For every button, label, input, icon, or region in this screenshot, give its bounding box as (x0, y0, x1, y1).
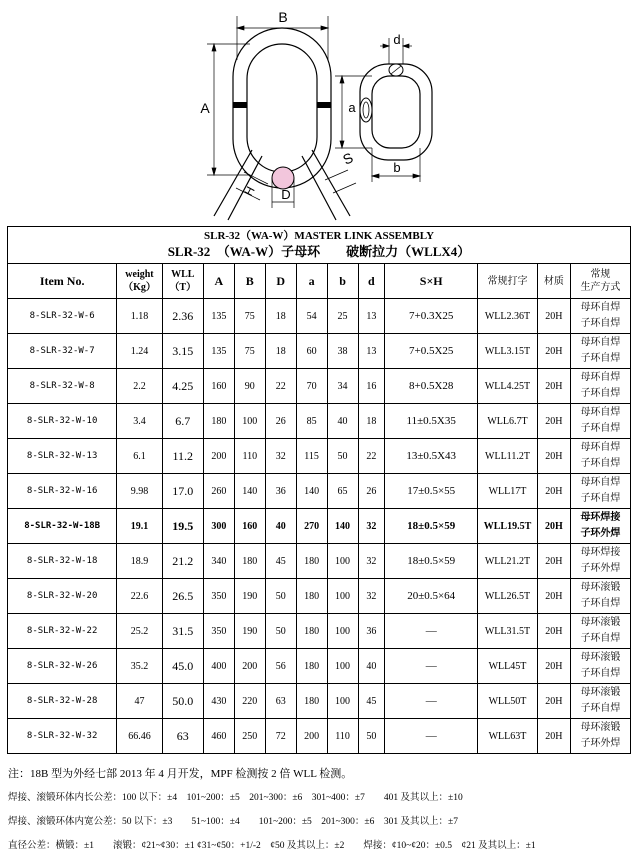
cell-b: 180 (234, 544, 265, 579)
cell-a: 70 (296, 369, 327, 404)
cell-weight: 6.1 (117, 439, 162, 474)
cell-d: 32 (358, 544, 385, 579)
cell-weight: 47 (117, 684, 162, 719)
cell-material: 20H (537, 439, 570, 474)
cell-b: 190 (234, 579, 265, 614)
header-weight: weight （Kg） (117, 264, 162, 299)
cell-sxh: — (385, 614, 478, 649)
cell-a: 340 (203, 544, 234, 579)
cell-wll: 45.0 (162, 649, 203, 684)
cell-method: 母环焊接 子环外焊 (570, 544, 630, 579)
cell-d: 45 (358, 684, 385, 719)
cell-a: 180 (203, 404, 234, 439)
cell-d: 56 (265, 649, 296, 684)
table-row (8, 684, 631, 719)
cell-wll: 6.7 (162, 404, 203, 439)
cell-item: 8-SLR-32-W-16 (8, 474, 117, 509)
label-a-small: a (348, 100, 356, 115)
cell-b: 90 (234, 369, 265, 404)
label-a-upper: A (200, 100, 210, 116)
weld-mark-left (233, 102, 247, 108)
cell-sxh: 18±0.5×59 (385, 509, 478, 544)
cell-d: 50 (358, 719, 385, 754)
cell-item: 8-SLR-32-W-8 (8, 369, 117, 404)
cell-item: 8-SLR-32-W-28 (8, 684, 117, 719)
cell-b: 34 (327, 369, 358, 404)
cell-method: 母环滚锻 子环自焊 (570, 579, 630, 614)
notes (8, 762, 632, 858)
cell-marking: WLL3.15T (478, 334, 538, 369)
cell-b: 100 (327, 544, 358, 579)
cell-weight: 19.1 (117, 509, 162, 544)
header-a-upper: A (203, 264, 234, 299)
cell-item: 8-SLR-32-W-7 (8, 334, 117, 369)
cell-wll: 21.2 (162, 544, 203, 579)
cell-weight: 35.2 (117, 649, 162, 684)
cell-method: 母环自焊 子环自焊 (570, 474, 630, 509)
header-b-lower: b (327, 264, 358, 299)
cell-sxh: 20±0.5×64 (385, 579, 478, 614)
cell-wll: 50.0 (162, 684, 203, 719)
table-row (8, 509, 631, 544)
cell-weight: 1.24 (117, 334, 162, 369)
cell-wll: 26.5 (162, 579, 203, 614)
cell-b: 75 (234, 334, 265, 369)
cell-a: 160 (203, 369, 234, 404)
cell-d: 26 (358, 474, 385, 509)
cell-d: 63 (265, 684, 296, 719)
cell-weight: 9.98 (117, 474, 162, 509)
cell-marking: WLL63T (478, 719, 538, 754)
cell-d: 16 (358, 369, 385, 404)
cell-method: 母环自焊 子环自焊 (570, 299, 630, 334)
cell-d: 18 (265, 334, 296, 369)
header-d-upper: D (265, 264, 296, 299)
cell-marking: WLL31.5T (478, 614, 538, 649)
cell-d: 18 (265, 299, 296, 334)
cell-method: 母环滚锻 子环自焊 (570, 649, 630, 684)
cell-d: 26 (265, 404, 296, 439)
cell-sxh: 7+0.5X25 (385, 334, 478, 369)
cell-wll: 63 (162, 719, 203, 754)
cell-marking: WLL4.25T (478, 369, 538, 404)
cell-a: 180 (296, 579, 327, 614)
cell-sxh: 8+0.5X28 (385, 369, 478, 404)
cell-item: 8-SLR-32-W-18 (8, 544, 117, 579)
spec-table (7, 226, 631, 754)
cell-item: 8-SLR-32-W-26 (8, 649, 117, 684)
cell-a: 180 (296, 684, 327, 719)
cell-b: 160 (234, 509, 265, 544)
cell-weight: 22.6 (117, 579, 162, 614)
cell-a: 180 (296, 649, 327, 684)
cell-d: 50 (265, 579, 296, 614)
header-b-upper: B (234, 264, 265, 299)
table-row (8, 649, 631, 684)
cell-d: 32 (358, 509, 385, 544)
cell-a: 180 (296, 614, 327, 649)
cell-a: 140 (296, 474, 327, 509)
cell-b: 100 (234, 404, 265, 439)
cell-sxh: — (385, 719, 478, 754)
cell-method: 母环滚锻 子环外焊 (570, 719, 630, 754)
cell-weight: 66.46 (117, 719, 162, 754)
header-material: 材质 (537, 264, 570, 299)
cell-a: 350 (203, 614, 234, 649)
cell-item: 8-SLR-32-W-6 (8, 299, 117, 334)
cell-marking: WLL17T (478, 474, 538, 509)
header-d-lower: d (358, 264, 385, 299)
cell-a: 300 (203, 509, 234, 544)
cell-sxh: 11±0.5X35 (385, 404, 478, 439)
cell-b: 190 (234, 614, 265, 649)
table-row (8, 614, 631, 649)
cell-d: 13 (358, 299, 385, 334)
table-row (8, 439, 631, 474)
cell-a: 115 (296, 439, 327, 474)
label-b-small: b (393, 160, 401, 175)
cell-d: 72 (265, 719, 296, 754)
cell-wll: 3.15 (162, 334, 203, 369)
table-body (8, 299, 631, 754)
cell-marking: WLL45T (478, 649, 538, 684)
table-title-row (8, 227, 631, 264)
cell-method: 母环自焊 子环自焊 (570, 404, 630, 439)
table-row (8, 299, 631, 334)
cell-a: 460 (203, 719, 234, 754)
cell-marking: WLL6.7T (478, 404, 538, 439)
cell-sxh: 13±0.5X43 (385, 439, 478, 474)
table-row (8, 404, 631, 439)
cell-b: 220 (234, 684, 265, 719)
label-s: S (340, 149, 356, 168)
cell-wll: 17.0 (162, 474, 203, 509)
cell-b: 110 (327, 719, 358, 754)
cell-marking: WLL19.5T (478, 509, 538, 544)
cell-sxh: — (385, 684, 478, 719)
cell-d: 13 (358, 334, 385, 369)
cell-b: 100 (327, 579, 358, 614)
cell-weight: 18.9 (117, 544, 162, 579)
cell-d: 22 (265, 369, 296, 404)
cell-item: 8-SLR-32-W-22 (8, 614, 117, 649)
label-b-upper: B (278, 9, 288, 25)
cell-a: 200 (203, 439, 234, 474)
cell-d: 32 (358, 579, 385, 614)
table-row (8, 719, 631, 754)
cell-b: 65 (327, 474, 358, 509)
header-method: 常规 生产方式 (570, 264, 630, 299)
cross-section-circle (272, 167, 294, 189)
cell-method: 母环自焊 子环自焊 (570, 334, 630, 369)
cell-sxh: 17±0.5×55 (385, 474, 478, 509)
cell-method: 母环滚锻 子环自焊 (570, 684, 630, 719)
master-link-inner (247, 44, 317, 172)
cell-method: 母环焊接 子环外焊 (570, 509, 630, 544)
cell-material: 20H (537, 369, 570, 404)
cell-wll: 4.25 (162, 369, 203, 404)
table-title (8, 227, 631, 264)
cell-sxh: 18±0.5×59 (385, 544, 478, 579)
cell-method: 母环自焊 子环自焊 (570, 369, 630, 404)
cell-b: 75 (234, 299, 265, 334)
cell-b: 200 (234, 649, 265, 684)
cell-sxh: — (385, 649, 478, 684)
cell-wll: 11.2 (162, 439, 203, 474)
cell-b: 25 (327, 299, 358, 334)
cell-wll: 19.5 (162, 509, 203, 544)
cell-material: 20H (537, 544, 570, 579)
cell-method: 母环自焊 子环自焊 (570, 439, 630, 474)
cell-d: 45 (265, 544, 296, 579)
cell-marking: WLL26.5T (478, 579, 538, 614)
cell-b: 140 (234, 474, 265, 509)
cell-a: 260 (203, 474, 234, 509)
note-line-2: 焊接、滚锻环体内长公差：100 以下：±4 101~200：±5 201~300：±6 301~400：±7 401 及其以上：±10 (8, 793, 463, 803)
cell-b: 50 (327, 439, 358, 474)
cell-a: 350 (203, 579, 234, 614)
cell-a: 54 (296, 299, 327, 334)
dimension-a-left (207, 44, 250, 175)
cell-material: 20H (537, 334, 570, 369)
cell-material: 20H (537, 474, 570, 509)
master-link-drawing (0, 0, 638, 226)
note-line-4: 直径公差：横锻：±1 滚锻：¢21~¢30：±1 ¢31~¢50：+1/-2 ¢50 及其以上：±2 焊接：¢10~¢20：±0.5 ¢21 及其以上：±1 (8, 841, 536, 851)
header-sxh: S×H (385, 264, 478, 299)
cell-material: 20H (537, 719, 570, 754)
cell-weight: 25.2 (117, 614, 162, 649)
cell-b: 140 (327, 509, 358, 544)
cell-d: 36 (265, 474, 296, 509)
cell-marking: WLL11.2T (478, 439, 538, 474)
sub-link-inner (372, 76, 420, 148)
cell-marking: WLL50T (478, 684, 538, 719)
cell-marking: WLL21.2T (478, 544, 538, 579)
cell-d: 40 (358, 649, 385, 684)
cell-method: 母环滚锻 子环自焊 (570, 614, 630, 649)
cell-item: 8-SLR-32-W-10 (8, 404, 117, 439)
header-wll: WLL （T） (162, 264, 203, 299)
table-header-row (8, 264, 631, 299)
table-row (8, 474, 631, 509)
header-a-lower: a (296, 264, 327, 299)
cell-a: 400 (203, 649, 234, 684)
cell-a: 180 (296, 544, 327, 579)
cell-d: 40 (265, 509, 296, 544)
cell-item: 8-SLR-32-W-13 (8, 439, 117, 474)
cell-material: 20H (537, 509, 570, 544)
cell-b: 100 (327, 684, 358, 719)
table-row (8, 369, 631, 404)
cell-a: 430 (203, 684, 234, 719)
cell-d: 36 (358, 614, 385, 649)
cell-weight: 1.18 (117, 299, 162, 334)
cell-item: 8-SLR-32-W-20 (8, 579, 117, 614)
cell-a: 135 (203, 334, 234, 369)
cell-material: 20H (537, 299, 570, 334)
cell-item: 8-SLR-32-W-18B (8, 509, 117, 544)
cell-sxh: 7+0.3X25 (385, 299, 478, 334)
header-marking: 常规打字 (478, 264, 538, 299)
cell-wll: 31.5 (162, 614, 203, 649)
label-h: H (241, 184, 258, 199)
table-row (8, 544, 631, 579)
table-row (8, 579, 631, 614)
cell-material: 20H (537, 649, 570, 684)
cell-d: 32 (265, 439, 296, 474)
cell-wll: 2.36 (162, 299, 203, 334)
cell-b: 110 (234, 439, 265, 474)
cell-material: 20H (537, 614, 570, 649)
cell-material: 20H (537, 404, 570, 439)
master-link-outer (233, 28, 331, 188)
weld-mark-right (317, 102, 331, 108)
table-title-en: SLR-32（WA-W）MASTER LINK ASSEMBLY (203, 230, 435, 242)
cell-d: 22 (358, 439, 385, 474)
label-d-small: d (393, 32, 401, 47)
cell-b: 100 (327, 649, 358, 684)
cell-weight: 3.4 (117, 404, 162, 439)
cell-b: 100 (327, 614, 358, 649)
cell-a: 200 (296, 719, 327, 754)
cell-a: 135 (203, 299, 234, 334)
cell-a: 60 (296, 334, 327, 369)
table-title-cn: SLR-32 （WA-W）子母环 破断拉力（WLLX4） (167, 244, 471, 259)
table-row (8, 334, 631, 369)
cell-d: 18 (358, 404, 385, 439)
cell-material: 20H (537, 684, 570, 719)
cell-d: 50 (265, 614, 296, 649)
cell-marking: WLL2.36T (478, 299, 538, 334)
label-d-upper: D (281, 187, 291, 202)
cell-a: 270 (296, 509, 327, 544)
cell-b: 40 (327, 404, 358, 439)
cell-b: 38 (327, 334, 358, 369)
note-line-3: 焊接、滚锻环体内宽公差：50 以下：±3 51~100：±4 101~200：±5 201~300：±6 301 及其以上：±7 (8, 817, 458, 827)
header-item-no: Item No. (8, 264, 117, 299)
cell-a: 85 (296, 404, 327, 439)
cell-item: 8-SLR-32-W-32 (8, 719, 117, 754)
cell-b: 250 (234, 719, 265, 754)
cell-material: 20H (537, 579, 570, 614)
note-line-1: 注：18B 型为外经七部 2013 年 4 月开发，MPF 检测按 2 倍 WLL 检测。 (8, 768, 353, 780)
cell-weight: 2.2 (117, 369, 162, 404)
